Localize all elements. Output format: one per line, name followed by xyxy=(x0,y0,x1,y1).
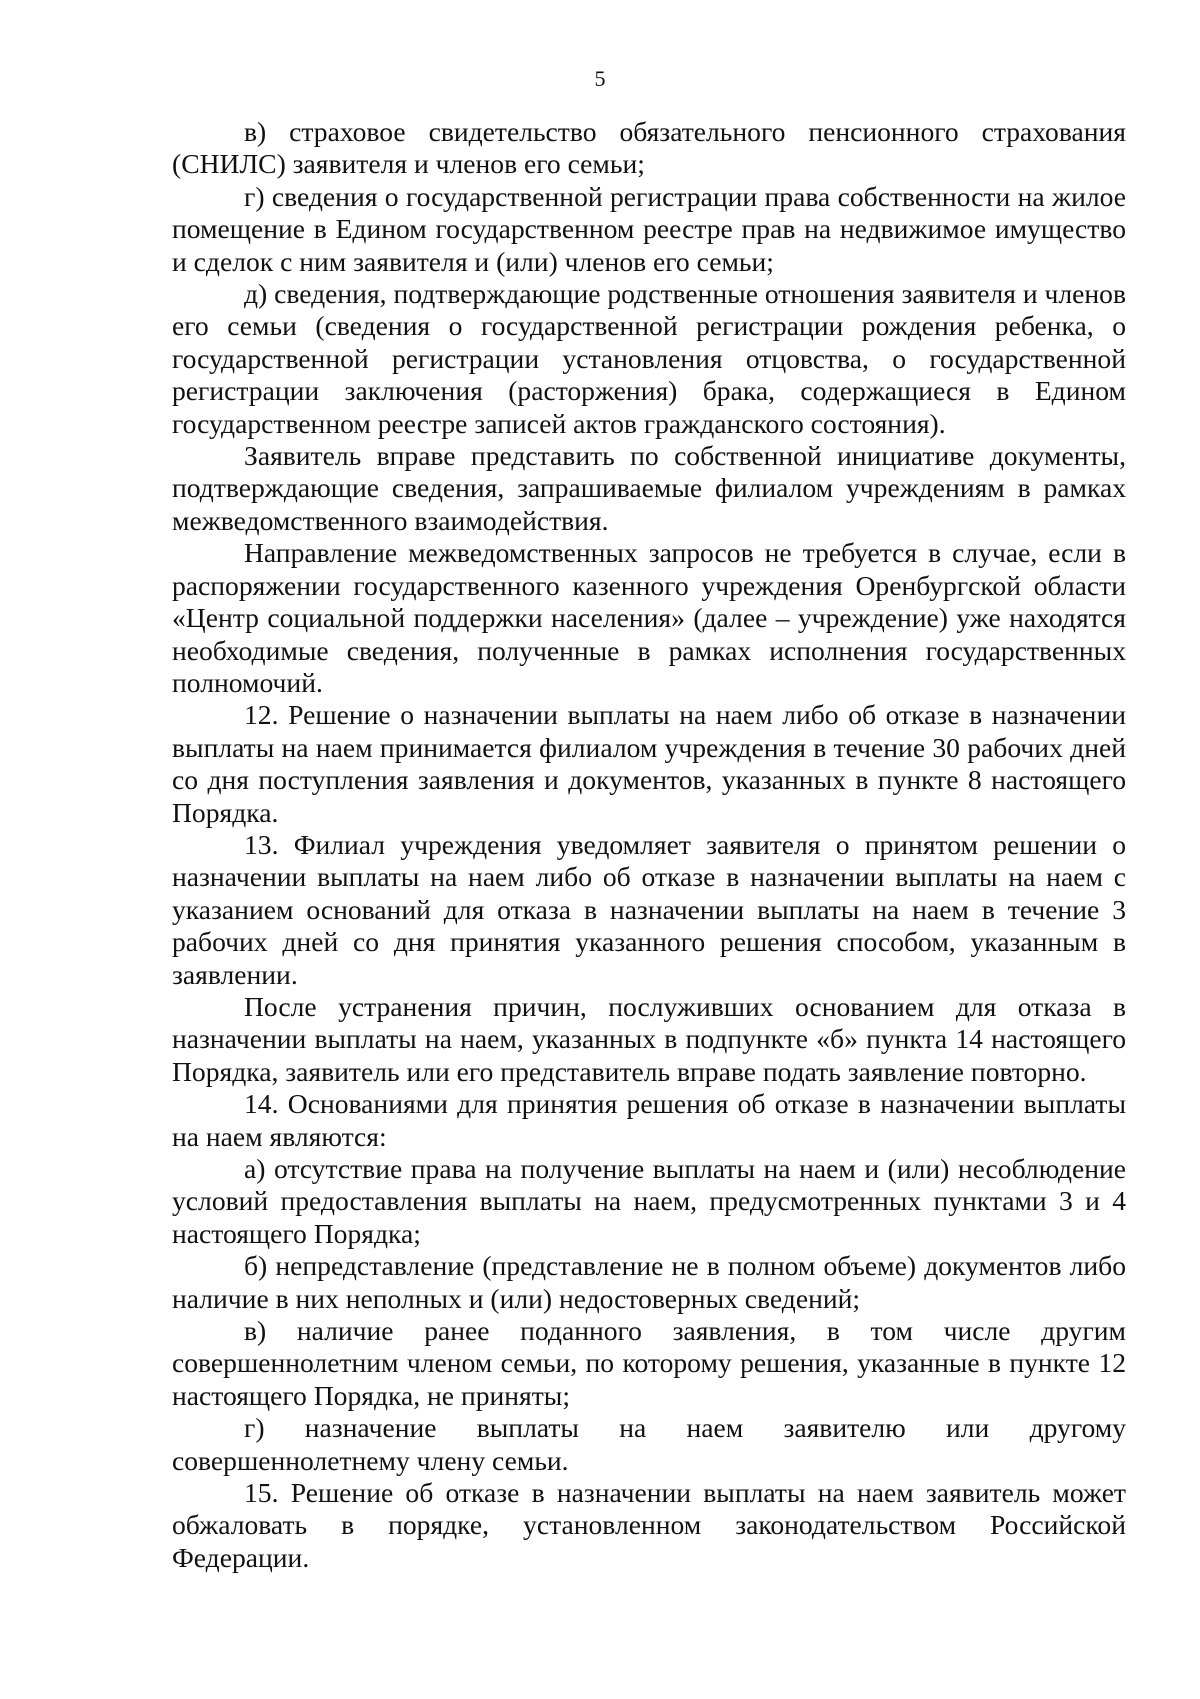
page-number: 5 xyxy=(594,66,606,91)
paragraph-own-initiative: Заявитель вправе представить по собственной инициативе документы, подтверждающие сведения, запрашиваемые филиалом учреждениям в рамках межведомственного взаимодействия. xyxy=(172,440,1126,536)
paragraph-item-14-g: г) назначение выплаты на наем заявителю или другому совершеннолетнему члену семьи. xyxy=(172,1412,1126,1476)
paragraph-item-14-a: а) отсутствие права на получение выплаты на наем и (или) несоблюдение условий предоставления выплаты на наем, предусмотренных пунктами 3 и 4 настоящего Порядка; xyxy=(172,1153,1126,1249)
paragraph-resubmission: После устранения причин, послуживших основанием для отказа в назначении выплаты на наем, указанных в подпункте «б» пункта 14 настоящего Порядка, заявитель или его представитель вправе подать заявление повторно. xyxy=(172,990,1126,1087)
paragraph-item-15: 15. Решение об отказе в назначении выплаты на наем заявитель может обжаловать в порядке, установленном законодательством Российской Федерации. xyxy=(172,1477,1126,1573)
document-body xyxy=(172,116,1126,1574)
paragraph-interagency-requests: Направление межведомственных запросов не требуется в случае, если в распоряжении государственного казенного учреждения Оренбургской области «Центр социальной поддержки населения» (далее – учреждение) уже находятся необходимые сведения, полученные в рамках исполнения государственных полномочий. xyxy=(172,537,1126,698)
paragraph-family-relations: д) сведения, подтверждающие родственные отношения заявителя и членов его семьи (сведения о государственной регистрации рождения ребенка, о государственной регистрации установления отцовства, о государственной регистрации заключения (расторжения) брака, содержащиеся в Едином государственном реестре записей актов гражданского состояния). xyxy=(172,278,1126,439)
paragraph-item-13: 13. Филиал учреждения уведомляет заявителя о принятом решении о назначении выплаты на наем либо об отказе в назначении выплаты на наем с указанием оснований для отказа в назначении выплаты на наем в течение 3 рабочих дней со дня принятия указанного решения способом, указанным в заявлении. xyxy=(172,828,1126,990)
paragraph-item-14-b: б) непредставление (представление не в полном объеме) документов либо наличие в них неполных и (или) недостоверных сведений; xyxy=(172,1250,1126,1314)
paragraph-item-14-v: в) наличие ранее поданного заявления, в том числе другим совершеннолетним членом семьи, по которому решения, указанные в пункте 12 настоящего Порядка, не приняты; xyxy=(172,1315,1126,1411)
paragraph-property-registration: г) сведения о государственной регистрации права собственности на жилое помещение в Едином государственном реестре прав на недвижимое имущество и сделок с ним заявителя и (или) членов его семьи; xyxy=(172,180,1126,277)
paragraph-item-14: 14. Основаниями для принятия решения об отказе в назначении выплаты на наем являются: xyxy=(172,1088,1126,1152)
paragraph-snils: в) страховое свидетельство обязательного пенсионного страхования (СНИЛС) заявителя и членов его семьи; xyxy=(172,116,1126,180)
paragraph-item-12: 12. Решение о назначении выплаты на наем либо об отказе в назначении выплаты на наем принимается филиалом учреждения в течение 30 рабочих дней со дня поступления заявления и документов, указанных в пункте 8 настоящего Порядка. xyxy=(172,699,1126,828)
